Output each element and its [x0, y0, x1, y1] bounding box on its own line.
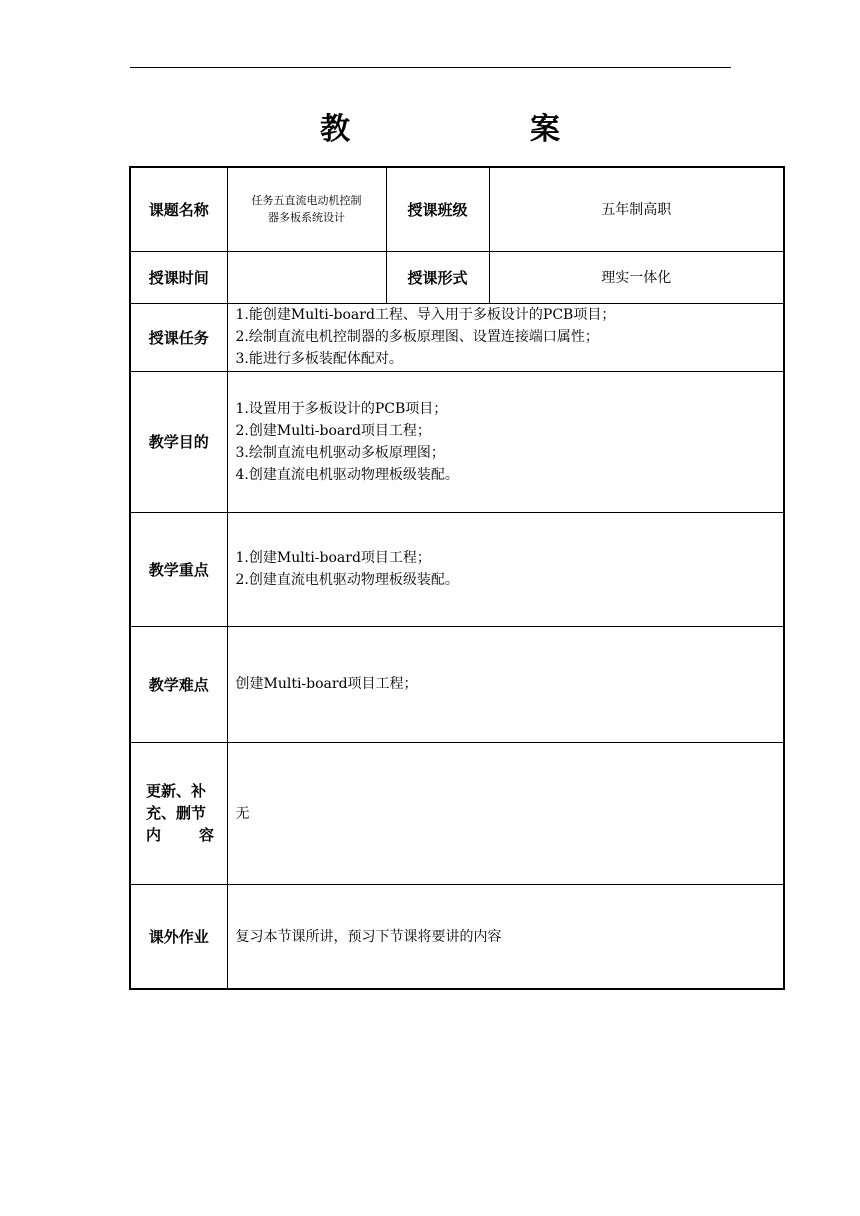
label-updates-line-3 — [146, 824, 214, 846]
label-updates-line-2: 充、删节 — [146, 804, 207, 822]
objective-line: 4.创建直流电机驱动物理板级装配。 — [235, 466, 459, 483]
label-topic: 课题名称 — [130, 167, 227, 251]
row-difficulties — [130, 626, 784, 742]
task-line: 2.绘制直流电机控制器的多板原理图、设置连接端口属性； — [235, 329, 599, 345]
value-form: 理实一体化 — [489, 251, 784, 303]
key-point-line: 1.创建Multi-board项目工程； — [235, 550, 431, 566]
row-key-points — [130, 512, 784, 626]
label-homework: 课外作业 — [130, 884, 227, 989]
title-char-1: 教 — [320, 112, 350, 147]
label-key-points: 教学重点 — [130, 512, 227, 626]
label-updates-char-b: 容 — [198, 826, 214, 844]
label-updates-char-a: 内 — [146, 826, 162, 844]
label-form: 授课形式 — [386, 251, 489, 303]
label-difficulties: 教学难点 — [130, 626, 227, 742]
objective-line: 3.绘制直流电机驱动多板原理图； — [235, 444, 445, 461]
row-time-form — [130, 251, 784, 303]
header-rule — [130, 67, 731, 68]
value-topic-line-2: 器多板系统设计 — [268, 211, 345, 225]
task-line: 1.能创建Multi-board工程、导入用于多板设计的PCB项目； — [235, 307, 616, 323]
key-point-line: 2.创建直流电机驱动物理板级装配。 — [235, 572, 459, 588]
value-homework: 复习本节课所讲，预习下节课将要讲的内容 — [227, 884, 784, 989]
value-time — [227, 251, 386, 303]
title-char-2: 案 — [530, 112, 560, 147]
objective-line: 1.设置用于多板设计的PCB项目； — [235, 400, 448, 417]
label-objective: 教学目的 — [130, 371, 227, 512]
row-topic-class — [130, 167, 784, 251]
value-class: 五年制高职 — [489, 167, 784, 251]
value-topic — [227, 167, 386, 251]
lesson-plan-table — [129, 166, 785, 990]
value-objective — [227, 371, 784, 512]
label-updates — [130, 742, 227, 884]
value-task — [227, 303, 784, 371]
row-homework — [130, 884, 784, 989]
page-title — [320, 106, 560, 146]
label-task: 授课任务 — [130, 303, 227, 371]
value-topic-line-1: 任务五直流电动机控制 — [251, 194, 362, 208]
value-updates: 无 — [227, 742, 784, 884]
difficulty-line: 创建Multi-board项目工程； — [235, 676, 418, 692]
row-updates — [130, 742, 784, 884]
label-time: 授课时间 — [130, 251, 227, 303]
value-key-points — [227, 512, 784, 626]
objective-line: 2.创建Multi-board项目工程； — [235, 422, 431, 439]
row-task — [130, 303, 784, 371]
row-objective — [130, 371, 784, 512]
value-difficulties — [227, 626, 784, 742]
label-updates-line-1: 更新、补 — [146, 782, 207, 800]
task-line: 3.能进行多板装配体配对。 — [235, 351, 403, 367]
label-class: 授课班级 — [386, 167, 489, 251]
